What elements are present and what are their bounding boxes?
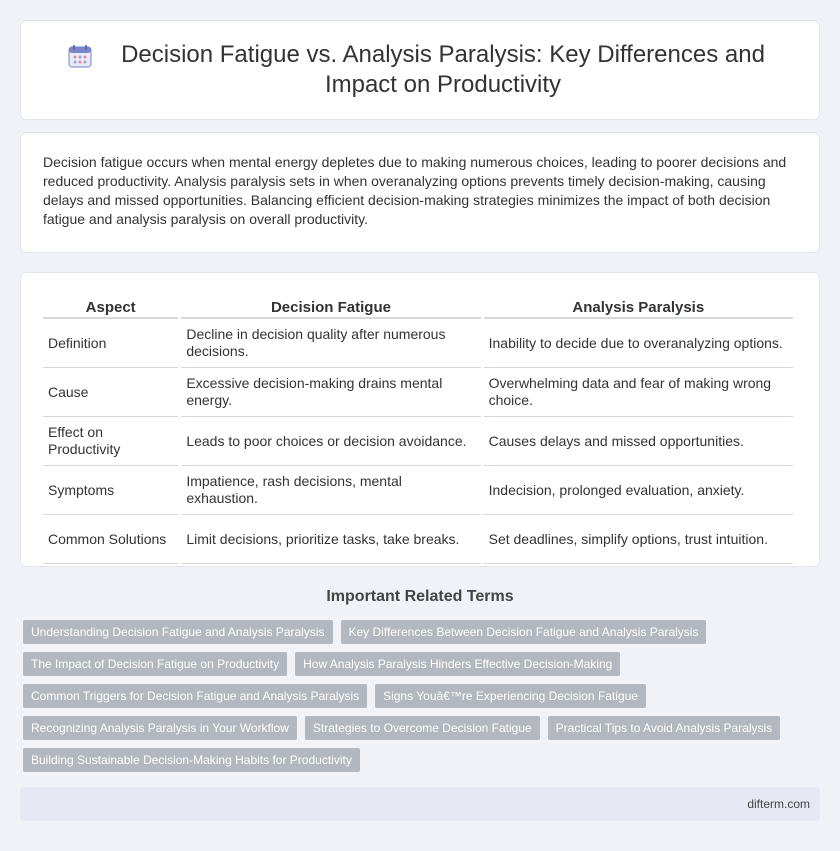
table-row [43,515,793,564]
row-decision-fatigue: Impatience, rash decisions, mental exhaustion. [181,466,480,515]
related-terms-heading: Important Related Terms [326,588,514,605]
row-analysis-paralysis: Inability to decide due to overanalyzing options. [484,319,793,368]
row-decision-fatigue: Leads to poor choices or decision avoidance. [181,417,480,466]
header-analysis-paralysis: Analysis Paralysis [484,295,793,319]
related-term-tag[interactable]: Recognizing Analysis Paralysis in Your Workflow [23,716,297,740]
row-aspect: Definition [43,319,178,368]
related-term-tag[interactable]: Strategies to Overcome Decision Fatigue [305,716,540,740]
header-decision-fatigue: Decision Fatigue [181,295,480,319]
row-decision-fatigue: Decline in decision quality after numerous decisions. [181,319,480,368]
row-decision-fatigue: Excessive decision-making drains mental energy. [181,368,480,417]
related-term-tag[interactable]: Understanding Decision Fatigue and Analysis Paralysis [23,620,333,644]
table-row [43,417,793,466]
header-card [20,20,820,120]
page-title: Decision Fatigue vs. Analysis Paralysis: Key Differences and Impact on Productivity [121,41,765,98]
related-term-tag[interactable]: Building Sustainable Decision-Making Habits for Productivity [23,748,360,772]
comparison-table-card [20,272,820,567]
header-inner [21,40,819,100]
row-analysis-paralysis: Causes delays and missed opportunities. [484,417,793,466]
row-decision-fatigue: Limit decisions, prioritize tasks, take breaks. [181,515,480,564]
table-row [43,319,793,368]
footer-site-name: difterm.com [747,797,810,811]
related-terms-list [20,620,820,772]
table-row [43,466,793,515]
row-aspect: Symptoms [43,466,178,515]
related-term-tag[interactable]: Practical Tips to Avoid Analysis Paralysis [548,716,781,740]
related-term-tag[interactable]: The Impact of Decision Fatigue on Productivity [23,652,287,676]
comparison-table [40,295,796,564]
intro-card [20,132,820,253]
intro-text: Decision fatigue occurs when mental energy depletes due to making numerous choices, leading to poorer decisions and reduced productivity. Analysis paralysis sets in when overanalyzing options prevents timely decision-making, causing delays and missed opportunities. Balancing efficient decision-making strategies minimizes the impact of both decision fatigue and analysis paralysis on overall productivity. [43,154,787,227]
related-term-tag[interactable]: Key Differences Between Decision Fatigue and Analysis Paralysis [341,620,707,644]
row-analysis-paralysis: Overwhelming data and fear of making wrong choice. [484,368,793,417]
footer [20,787,820,821]
header-aspect: Aspect [43,295,178,319]
row-analysis-paralysis: Set deadlines, simplify options, trust intuition. [484,515,793,564]
row-aspect: Effect on Productivity [43,417,178,466]
related-term-tag[interactable]: How Analysis Paralysis Hinders Effective Decision-Making [295,652,620,676]
calendar-icon [67,43,93,69]
row-analysis-paralysis: Indecision, prolonged evaluation, anxiety. [484,466,793,515]
row-aspect: Common Solutions [43,515,178,564]
related-term-tag[interactable]: Signs Youâ€™re Experiencing Decision Fatigue [375,684,646,708]
related-term-tag[interactable]: Common Triggers for Decision Fatigue and Analysis Paralysis [23,684,367,708]
table-header-row [43,295,793,319]
table-row [43,368,793,417]
row-aspect: Cause [43,368,178,417]
